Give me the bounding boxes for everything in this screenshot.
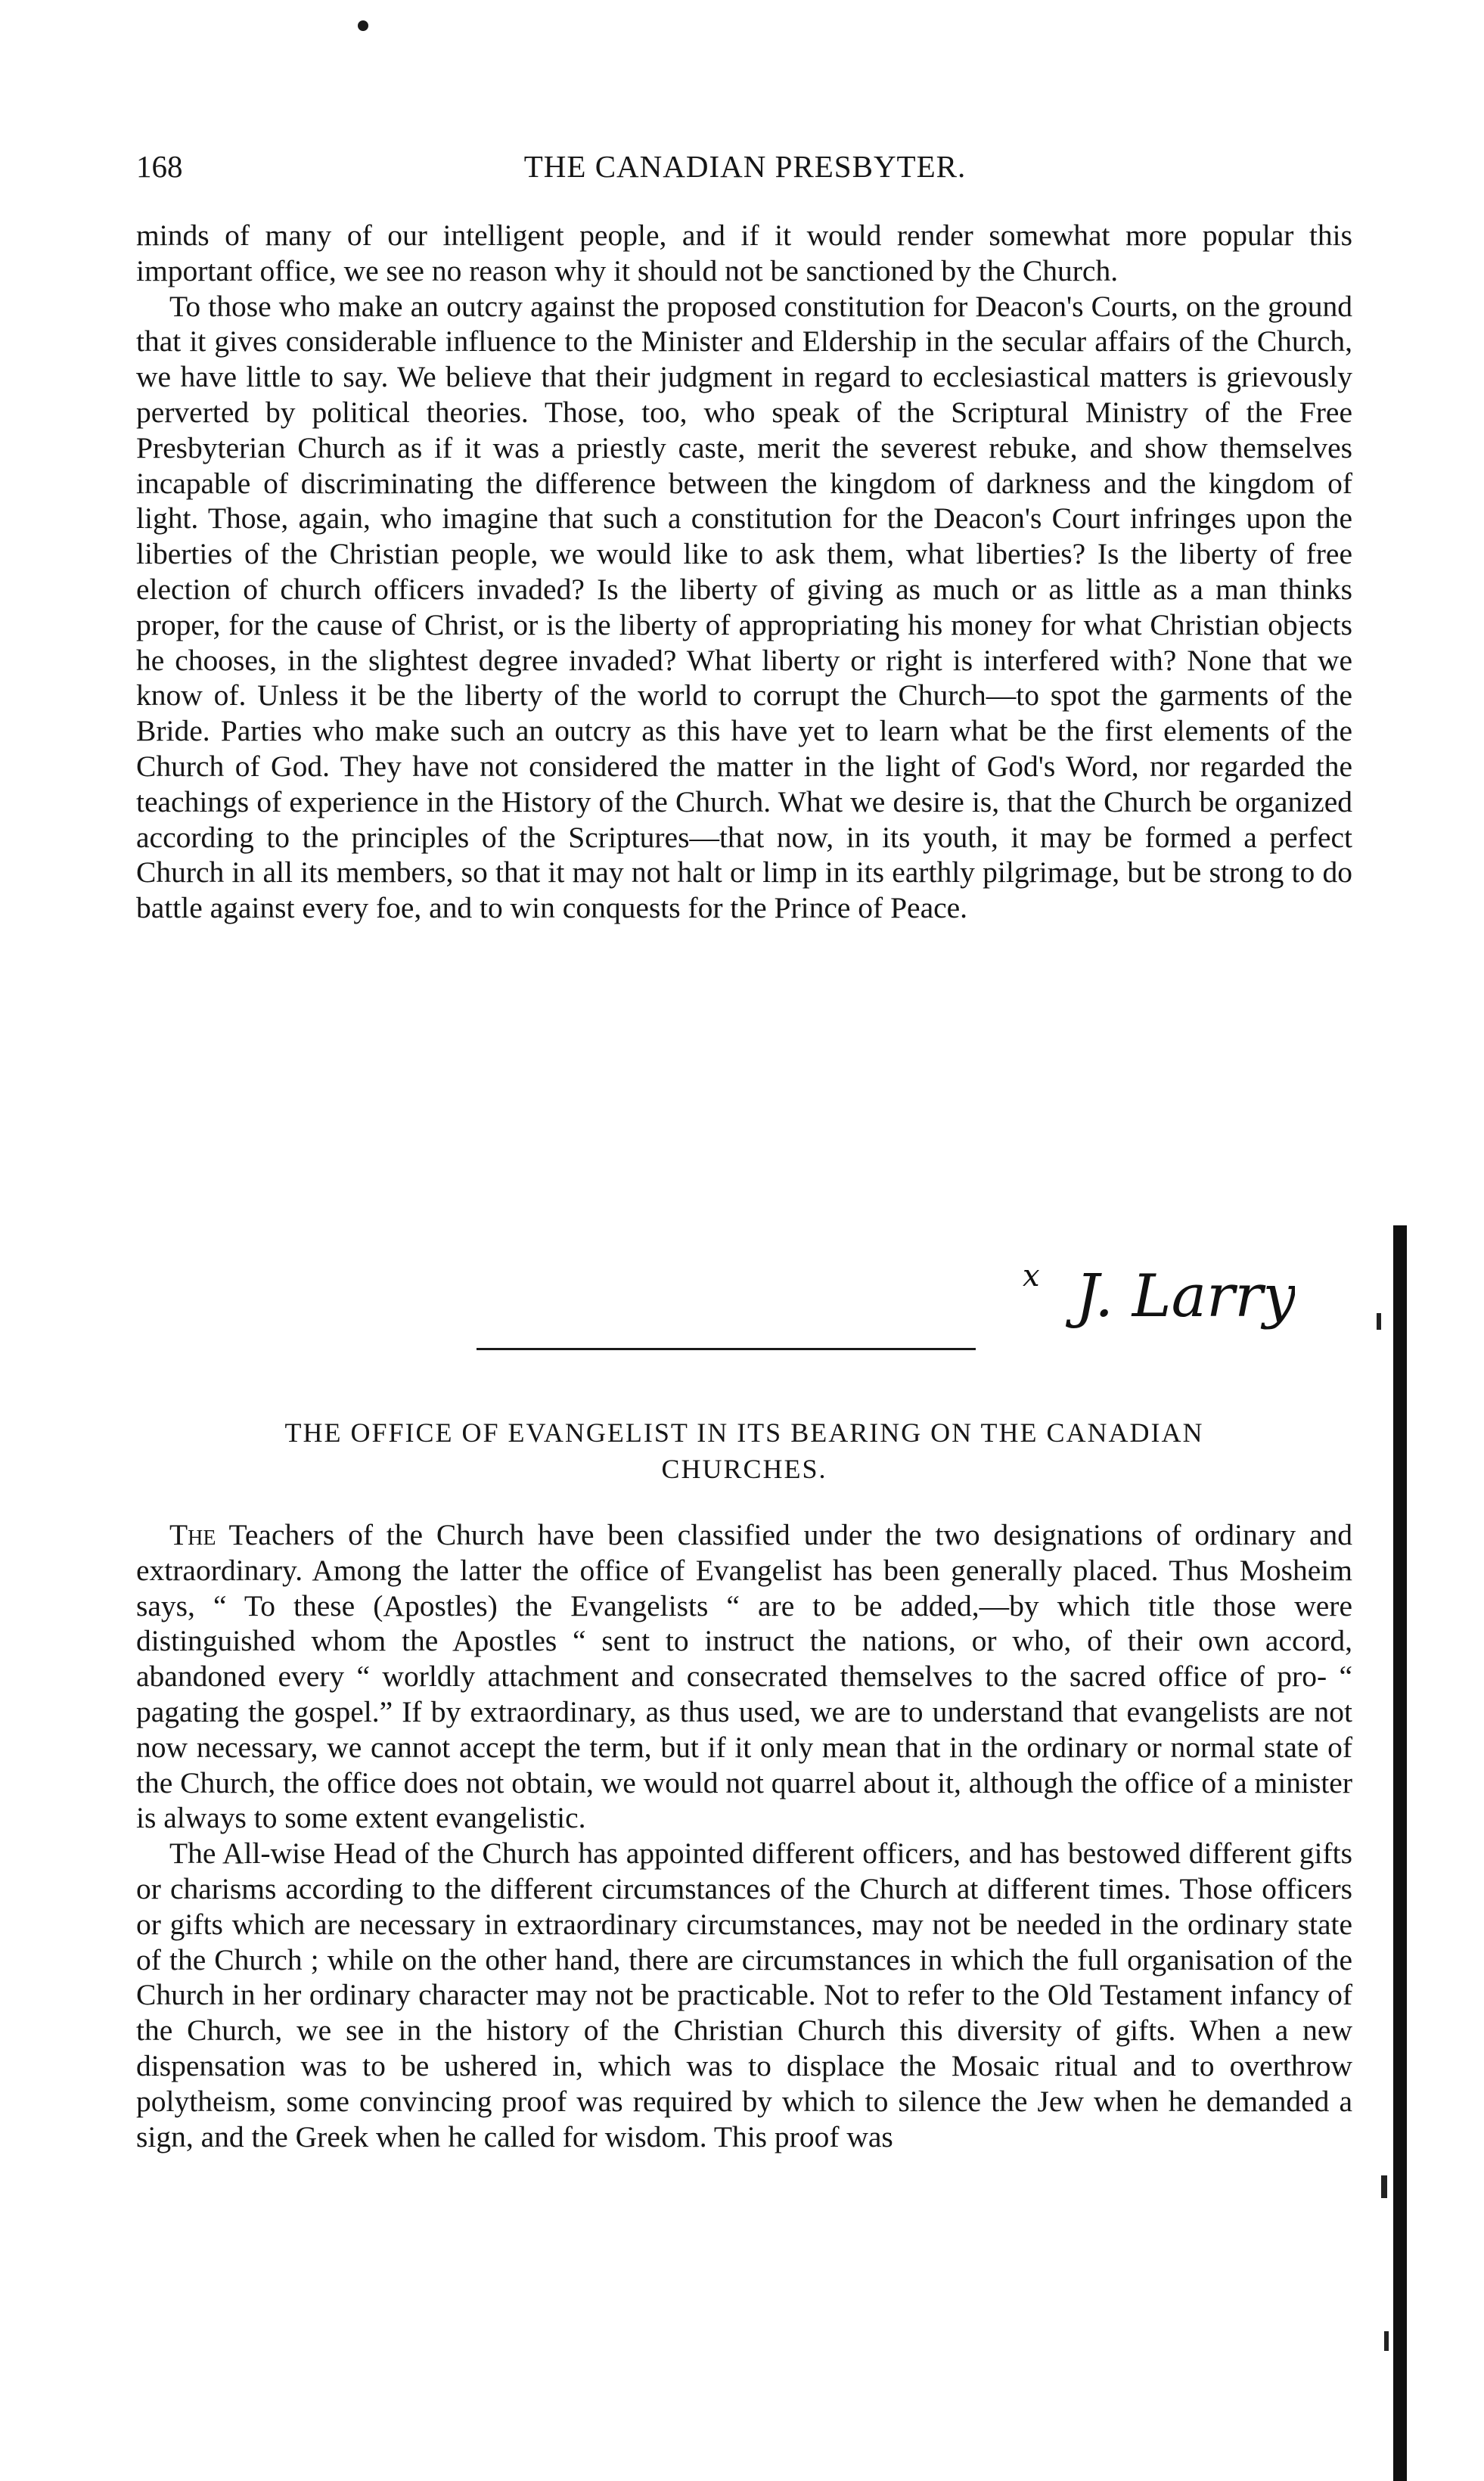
lead-word: The (169, 1518, 216, 1551)
article-continuation (136, 218, 1352, 926)
article-body (136, 1517, 1352, 2154)
paragraph: minds of many of our intelligent people, and if it would render somewhat more popular this important office, we see no reason why it should not be sanctioned by the Church. (136, 219, 1352, 287)
title-line: THE OFFICE OF EVANGELIST IN ITS BEARING ON THE CANADIAN (284, 1417, 1204, 1448)
scan-edge-shadow (1393, 1225, 1407, 2481)
running-head: THE CANADIAN PRESBYTER. (523, 149, 967, 184)
handwritten-signature (1023, 1247, 1295, 1337)
paragraph: The All-wise Head of the Church has appointed different officers, and has bestowed different gifts or charisms according to the different circumstances of the Church at different times. Those officers or gifts which are necessary in extraordinary circumstances, may not be needed in the ordinary state of the Church ; while on the other hand, there are circumstances in which the full organisation of the Church in her ordinary character may not be practicable. Not to refer to the Old Testament infancy of the Church, we see in the history of the Christian Church this diversity of gifts. When a new dispensation was to be ushered in, which was to displace the Mosaic ritual and to overthrow polytheism, some convincing proof was required by which to silence the Jew when he demanded a sign, and the Greek when he called for wisdom. This proof was (136, 1837, 1352, 2153)
section-divider (477, 1348, 976, 1350)
signature-mark: x (1023, 1259, 1040, 1293)
signature-name: J. Larry (1076, 1262, 1295, 1331)
paragraph (136, 1517, 1352, 1836)
ink-dot (355, 18, 371, 33)
paragraph-text: Teachers of the Church have been classified under the two designations of ordinary and extraordinary. Among the latter the office of Evangelist has been generally placed. Thus Mosheim says, “ To these (Apostles) the Evangelists “ are to be added,—by which title those were distinguished whom the Apostles “ sent to instruct the nations, or who, of their own accord, abandoned every “ worldly attachment and consecrated themselves to the sacred office of pro- “ pagating the gospel.” If by extraordinary, as thus used, we are to understand that evangelists are not now necessary, we cannot accept the term, but if it only mean that in the ordinary or normal state of the Church, the office does not obtain, we would not quarrel about it, although the office of a minister is always to some extent evangelistic. (136, 1518, 1352, 1835)
page-header (136, 148, 1354, 194)
scan-speck (1381, 2175, 1387, 2198)
article-title (136, 1414, 1352, 1487)
page-number: 168 (136, 149, 183, 184)
title-line: CHURCHES. (661, 1454, 827, 1484)
scan-speck (1377, 1313, 1381, 1330)
paragraph: To those who make an outcry against the proposed constitution for Deacon's Courts, on the ground that it gives considerable influence to the Minister and Eldership in the secular affairs of the Church, we have little to say. We believe that their judgment in regard to ecclesiastical matters is grievously perverted by political theories. Those, too, who speak of the Scriptural Ministry of the Free Presbyterian Church as if it was a priestly caste, merit the severest rebuke, and show themselves incapable of discriminating the difference between the kingdom of darkness and the kingdom of light. Those, again, who imagine that such a constitution for the Deacon's Court infringes upon the liberties of the Christian people, we would like to ask them, what liberties? Is the liberty of free election of church officers invaded? Is the liberty of giving as much or as little as a man thinks proper, for the cause of Christ, or is the liberty of appropriating his money for what Christian objects he chooses, in the slightest degree invaded? What liberty or right is interfered with? None that we know of. Unless it be the liberty of the world to corrupt the Church—to spot the garments of the Bride. Parties who make such an outcry as this have yet to learn what be the first elements of the Church of God. They have not considered the matter in the light of God's Word, nor regarded the teachings of experience in the History of the Church. What we desire is, that the Church be organized according to the principles of the Scriptures—that now, in its youth, it may be formed a perfect Church in all its members, so that it may not halt or limp in its earthly pilgrimage, but be strong to do battle against every foe, and to win conquests for the Prince of Peace. (136, 289, 1352, 925)
scan-speck (1384, 2331, 1389, 2351)
signature-drawing (1023, 1247, 1295, 1337)
